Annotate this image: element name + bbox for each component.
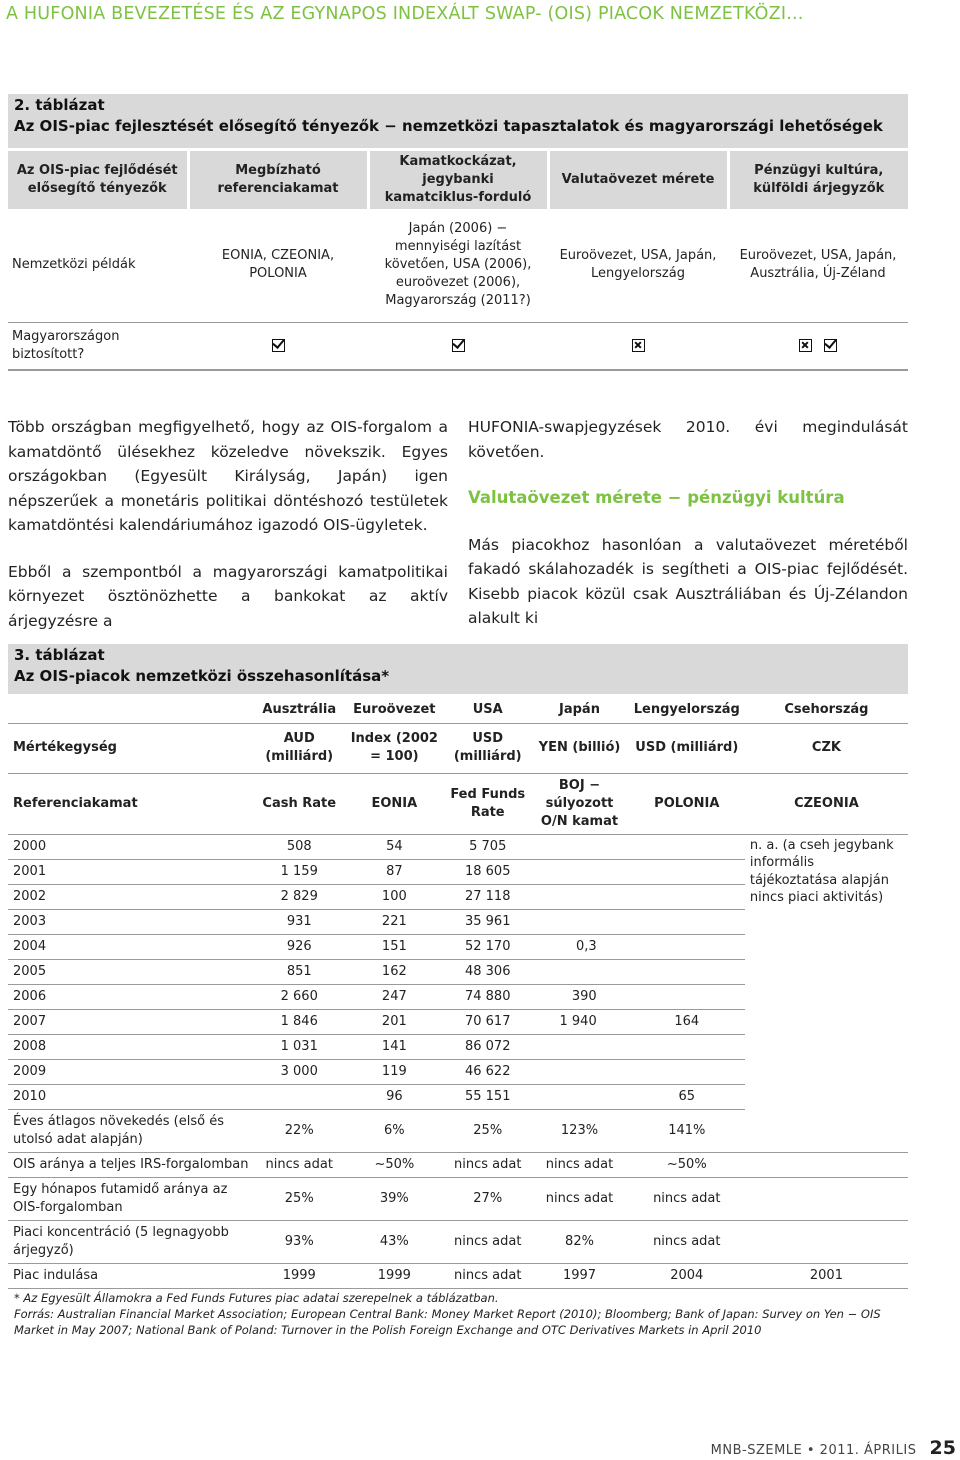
table3-year-label: 2002: [8, 884, 255, 909]
checked-box-icon: [824, 339, 837, 352]
table3-cell: 508: [255, 834, 343, 859]
table3-row-label: Éves átlagos növekedés (első és utolsó adat alapján): [8, 1109, 255, 1152]
table3-cell: 1999: [343, 1263, 445, 1288]
table3-cell: [629, 909, 745, 934]
table3-cell: [629, 934, 745, 959]
table3-col-header: USA: [445, 697, 530, 723]
table3-cell: [530, 859, 628, 884]
table3-cell: 25%: [445, 1109, 530, 1152]
table3-number: 3. táblázat: [14, 646, 105, 664]
paragraph: Több országban megfigyelhető, hogy az OIS-forgalom a kamatdöntő ülésekhez közeledve növekszik. Egyes országokban (Egyesült Királyság, Japán) igen népszerűek a monetáris politikai döntéshozó testületek kamatdöntési kalendáriumához igazodó OIS-ügyletek.: [8, 418, 448, 534]
table2-number: 2. táblázat: [14, 96, 105, 114]
table3-caption: [8, 644, 908, 694]
table3-cell: 2 660: [255, 984, 343, 1009]
table3-cell: 1999: [255, 1263, 343, 1288]
table3-year-label: 2005: [8, 959, 255, 984]
footnote-source: Forrás: Australian Financial Market Association; European Central Bank: Money Market Report (2010); Bloomberg; Bank of Japan: Survey on Yen − OIS Market in May 2007; National Bank of Poland: Turnover in the Polish Foreign Exchange and OTC Derivatives Markets in April 2010: [14, 1307, 881, 1337]
table3-row-label: Referenciakamat: [8, 773, 255, 834]
table3-cell: [629, 984, 745, 1009]
table3-cell: Index (2002 = 100): [343, 723, 445, 773]
table3-header-row: [8, 697, 908, 723]
table3-row-label: Piac indulása: [8, 1263, 255, 1288]
table3-cell: nincs adat: [445, 1220, 530, 1263]
table3-cell: AUD (milliárd): [255, 723, 343, 773]
table3-cell: 100: [343, 884, 445, 909]
table3-cell: [530, 959, 628, 984]
table2-cell: Euroövezet, USA, Japán, Lengyelország: [548, 209, 728, 322]
table3-year-label: 2006: [8, 984, 255, 1009]
table3-year-label: 2001: [8, 859, 255, 884]
table3-col-header: Japán: [530, 697, 628, 723]
table3-cell: 141: [343, 1034, 445, 1059]
table3-cell: 123%: [530, 1109, 628, 1152]
checked-box-icon: [452, 339, 465, 352]
table3-cell: [745, 1220, 908, 1263]
table3-growth-row: [8, 1109, 908, 1152]
table3-corner: [8, 697, 255, 723]
table3-cell: ~50%: [629, 1152, 745, 1177]
table3-cell: [629, 884, 745, 909]
table3-irs-row: [8, 1152, 908, 1177]
paragraph: HUFONIA-swapjegyzések 2010. évi megindulását követően.: [468, 418, 908, 461]
table3-cell: 926: [255, 934, 343, 959]
table2-mark-cell: [368, 322, 548, 370]
table3-col-header: Csehország: [745, 697, 908, 723]
table3-cell: nincs adat: [445, 1263, 530, 1288]
table3-cell: YEN (billió): [530, 723, 628, 773]
table3-year-label: 2003: [8, 909, 255, 934]
table2-examples-row: [8, 209, 908, 322]
table3-cell: 48 306: [445, 959, 530, 984]
table3-cell: 1 159: [255, 859, 343, 884]
table3-cell: 86 072: [445, 1034, 530, 1059]
running-header: A HUFONIA BEVEZETÉSE ÉS AZ EGYNAPOS INDEXÁLT SWAP- (OIS) PIACOK NEMZETKÖZI...: [6, 4, 804, 24]
table3-year-label: 2000: [8, 834, 255, 859]
table3-year-label: 2008: [8, 1034, 255, 1059]
table2-cell: Euroövezet, USA, Japán, Ausztrália, Új-Zéland: [728, 209, 908, 322]
table3-cell: 390: [530, 984, 628, 1009]
table3-cell: 25%: [255, 1177, 343, 1220]
table3-cell: 82%: [530, 1220, 628, 1263]
page-footer: [711, 1437, 956, 1459]
table3-cell: Fed Funds Rate: [445, 773, 530, 834]
table3-start-row: [8, 1263, 908, 1288]
crossed-box-icon: [799, 339, 812, 352]
table3-year-rows: [8, 834, 908, 1109]
table3-cell: nincs adat: [255, 1152, 343, 1177]
table3-cell: 5 705: [445, 834, 530, 859]
table2-header-row: [8, 151, 908, 209]
table3-cell: CZEONIA: [745, 773, 908, 834]
table3-cell: 162: [343, 959, 445, 984]
paragraph: Ebből a szempontból a magyarországi kamatpolitikai környezet ösztönözhette a bankokat az aktív árjegyzésre a: [8, 562, 448, 630]
table3-cell: 43%: [343, 1220, 445, 1263]
table3-cell: 18 605: [445, 859, 530, 884]
table3-cell: 931: [255, 909, 343, 934]
table3-cell: 201: [343, 1009, 445, 1034]
table2-row-label: Nemzetközi példák: [8, 209, 188, 322]
table3-cell: [629, 959, 745, 984]
table3-cell: 3 000: [255, 1059, 343, 1084]
table3-cell: 221: [343, 909, 445, 934]
table3-cell: [629, 1059, 745, 1084]
table3-cell: 119: [343, 1059, 445, 1084]
table2-row-label: Magyarországon biztosított?: [8, 322, 188, 370]
table3-year-row: [8, 834, 908, 859]
table3-cell: 27 118: [445, 884, 530, 909]
journal-name: MNB-SZEMLE • 2011. ÁPRILIS: [710, 1443, 917, 1458]
table3-cell: 22%: [255, 1109, 343, 1152]
table3-cell: USD (milliárd): [445, 723, 530, 773]
table3-cell: 2001: [745, 1263, 908, 1288]
table2-mark-cell: [188, 322, 368, 370]
table3-cell: 1 031: [255, 1034, 343, 1059]
table3-row-label: Egy hónapos futamidő aránya az OIS-forgalomban: [8, 1177, 255, 1220]
table3-cell: 87: [343, 859, 445, 884]
table2-mark-cell: [728, 322, 908, 370]
table2-header-cell: Valutaövezet mérete: [548, 151, 728, 209]
table3-col-header: Euroövezet: [343, 697, 445, 723]
table2-mark-cell: [548, 322, 728, 370]
table3-cell: 247: [343, 984, 445, 1009]
table3-cell: 1 940: [530, 1009, 628, 1034]
table3-cell: nincs adat: [530, 1177, 628, 1220]
table3-concentration-row: [8, 1220, 908, 1263]
table3-title: Az OIS-piacok nemzetközi összehasonlítása*: [14, 667, 390, 685]
table3-cell: 55 151: [445, 1084, 530, 1109]
table3-cell: 93%: [255, 1220, 343, 1263]
table3-col-header: Lengyelország: [629, 697, 745, 723]
table3-cell: 1 846: [255, 1009, 343, 1034]
table3-cell: [629, 834, 745, 859]
checked-box-icon: [272, 339, 285, 352]
table3-cell: 70 617: [445, 1009, 530, 1034]
table3: [8, 697, 908, 1289]
table3-cell: 2 829: [255, 884, 343, 909]
body-column-right: [468, 415, 908, 653]
table3-col-header: Ausztrália: [255, 697, 343, 723]
table3-year-label: 2004: [8, 934, 255, 959]
table3-cell: ~50%: [343, 1152, 445, 1177]
table3-unit-row: [8, 723, 908, 773]
table3-cell: CZK: [745, 723, 908, 773]
table3-cell: [629, 859, 745, 884]
table3-cell: 27%: [445, 1177, 530, 1220]
footnote-star: * Az Egyesült Államokra a Fed Funds Futures piac adatai szerepelnek a táblázatban.: [14, 1291, 499, 1305]
table3-cell: 39%: [343, 1177, 445, 1220]
table3-cell: 35 961: [445, 909, 530, 934]
table2: [8, 151, 908, 371]
table3-ref-row: [8, 773, 908, 834]
table3-row-label: Piaci koncentráció (5 legnagyobb árjegyző): [8, 1220, 255, 1263]
table3-cell: 1997: [530, 1263, 628, 1288]
table2-hungary-row: [8, 322, 908, 370]
table3-cell: [530, 1084, 628, 1109]
table3-cell: [530, 909, 628, 934]
table3-cell: [530, 1034, 628, 1059]
table3-cell: 65: [629, 1084, 745, 1109]
table3-cell: 54: [343, 834, 445, 859]
table3-cell: [745, 1177, 908, 1220]
table3-cell: [745, 1152, 908, 1177]
table3-cell: 52 170: [445, 934, 530, 959]
table2-title: Az OIS-piac fejlesztését elősegítő tényezők − nemzetközi tapasztalatok és magyarországi lehetőségek: [14, 117, 883, 135]
table3-cell: 141%: [629, 1109, 745, 1152]
table3-cell: [530, 1059, 628, 1084]
table-footnote: [14, 1290, 914, 1338]
table3-year-label: 2007: [8, 1009, 255, 1034]
table3-cell: 96: [343, 1084, 445, 1109]
table3-year-label: 2009: [8, 1059, 255, 1084]
body-column-left: [8, 415, 448, 655]
table3-cell: POLONIA: [629, 773, 745, 834]
table2-header-cell: Pénzügyi kultúra, külföldi árjegyzők: [728, 151, 908, 209]
section-subheading: Valutaövezet mérete − pénzügyi kultúra: [468, 488, 845, 507]
table3-cell: Cash Rate: [255, 773, 343, 834]
table2-header-cell: Megbízható referenciakamat: [188, 151, 368, 209]
table3-cell: 74 880: [445, 984, 530, 1009]
table2-caption: [8, 94, 908, 148]
table3-cell: BOJ − súlyozott O/N kamat: [530, 773, 628, 834]
table3-cell: 151: [343, 934, 445, 959]
table3-cell: 0,3: [530, 934, 628, 959]
table3-cell: 46 622: [445, 1059, 530, 1084]
paragraph: Más piacokhoz hasonlóan a valutaövezet méretéből fakadó skálahozadék is segítheti a OIS-piac fejlődését. Kisebb piacok közül csak Ausztráliában és Új-Zélandon alakult ki: [468, 535, 908, 627]
table3-cell: USD (milliárd): [629, 723, 745, 773]
table3-cell: nincs adat: [530, 1152, 628, 1177]
table3-cell: [629, 1034, 745, 1059]
crossed-box-icon: [632, 339, 645, 352]
table2-header-cell: Kamatkockázat, jegybanki kamatciklus-forduló: [368, 151, 548, 209]
table3-cell: EONIA: [343, 773, 445, 834]
table3-cell: nincs adat: [445, 1152, 530, 1177]
table3-cz-note: n. a. (a cseh jegybank informális tájékoztatása alapján nincs piaci aktivitás): [749, 837, 894, 905]
page-number: 25: [929, 1437, 956, 1459]
table3-cell: [745, 1109, 908, 1152]
table2-cell: EONIA, CZEONIA, POLONIA: [188, 209, 368, 322]
table2-cell: Japán (2006) − mennyiségi lazítást követően, USA (2006), euroövezet (2006), Magyarország (2011?): [368, 209, 548, 322]
table3-cell: [530, 884, 628, 909]
table3-cell: 164: [629, 1009, 745, 1034]
table3-cell: 851: [255, 959, 343, 984]
table3-row-label: OIS aránya a teljes IRS-forgalomban: [8, 1152, 255, 1177]
table3-month-row: [8, 1177, 908, 1220]
table3-cell: [255, 1084, 343, 1109]
table3-cell: 6%: [343, 1109, 445, 1152]
table2-header-cell: Az OIS-piac fejlődését elősegítő tényezők: [8, 151, 188, 209]
table3-row-label: Mértékegység: [8, 723, 255, 773]
table3-year-label: 2010: [8, 1084, 255, 1109]
table3-cell: [530, 834, 628, 859]
table3-cell: 2004: [629, 1263, 745, 1288]
table3-cell: nincs adat: [629, 1220, 745, 1263]
table3-cell: nincs adat: [629, 1177, 745, 1220]
